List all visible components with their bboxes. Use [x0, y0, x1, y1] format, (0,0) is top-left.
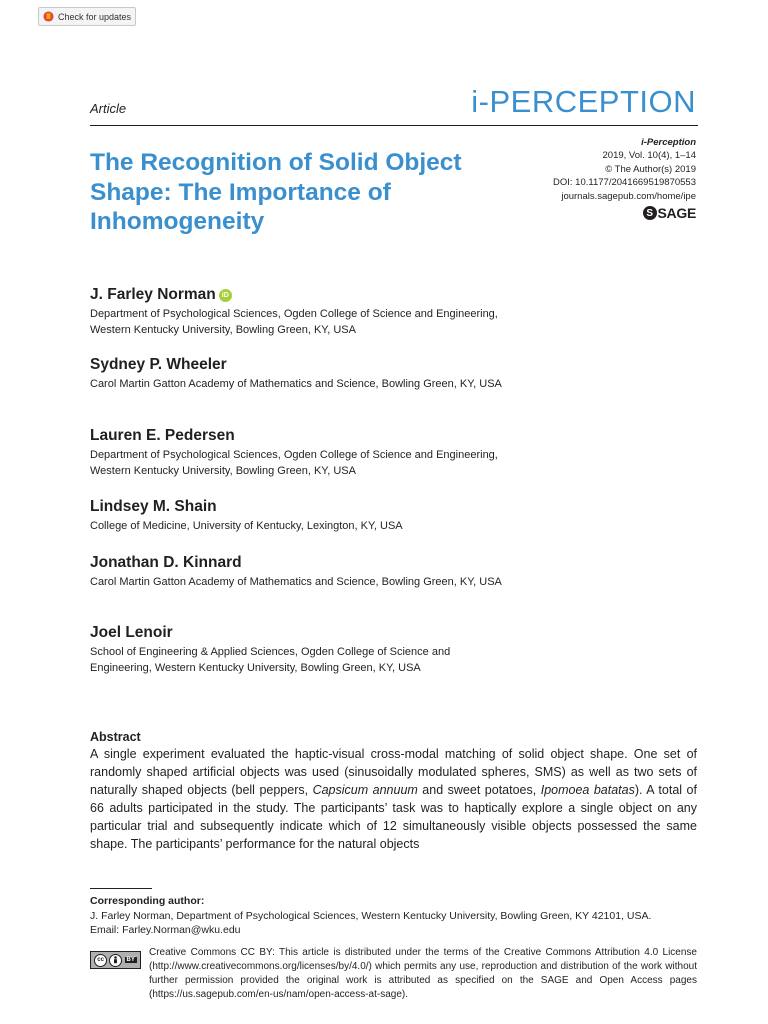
corresponding-author-address: J. Farley Norman, Department of Psychological Sciences, Western Kentucky University, Bowling Green, KY 42101, USA.	[90, 910, 652, 922]
author-affiliation: Carol Martin Gatton Academy of Mathematics and Science, Bowling Green, KY, USA	[90, 378, 502, 390]
author-affiliation: School of Engineering & Applied Sciences, Ogden College of Science and Engineering, Western Kentucky University, Bowling Green, KY, USA	[90, 646, 451, 674]
author-block	[90, 554, 510, 590]
author-block	[90, 498, 510, 534]
abstract-text: A single experiment evaluated the haptic-visual cross-modal matching of solid object shape. One set of randomly shaped artificial objects was used (sinusoidally modulated spheres, SMS) as well as two sets of naturally shaped objects (bell peppers,	[90, 747, 697, 797]
meta-copyright: © The Author(s) 2019	[605, 163, 696, 175]
sage-mark-icon: S	[643, 206, 657, 220]
author-block	[90, 286, 510, 338]
publication-meta	[553, 136, 696, 203]
author-affiliation: Carol Martin Gatton Academy of Mathematics and Science, Bowling Green, KY, USA	[90, 576, 502, 588]
check-for-updates-button[interactable]	[38, 7, 136, 26]
meta-volume: 2019, Vol. 10(4), 1–14	[602, 150, 696, 162]
corresponding-author-heading: Corresponding author:	[90, 895, 205, 907]
footnote-divider	[90, 888, 152, 889]
author-affiliation: College of Medicine, University of Kentucky, Lexington, KY, USA	[90, 520, 403, 532]
meta-journal-name: i-Perception	[641, 137, 696, 148]
author-name: Lauren E. Pedersen	[90, 427, 235, 444]
author-name: Lindsey M. Shain	[90, 498, 217, 515]
abstract-italic-term: Capsicum annuum	[312, 783, 418, 797]
journal-logo: i-PERCEPTION	[471, 84, 696, 119]
check-updates-icon	[43, 11, 54, 22]
abstract-italic-term: Ipomoea batatas	[540, 783, 635, 797]
author-name	[90, 286, 510, 304]
abstract-body	[90, 745, 697, 853]
meta-doi[interactable]: DOI: 10.1177/2041669519870553	[553, 177, 696, 189]
attribution-person-icon	[109, 954, 122, 967]
author-block	[90, 624, 510, 676]
author-name: Sydney P. Wheeler	[90, 356, 227, 373]
abstract-text: and sweet potatoes,	[417, 783, 541, 797]
corresponding-author-email[interactable]: Email: Farley.Norman@wku.edu	[90, 924, 241, 936]
license-statement: Creative Commons CC BY: This article is distributed under the terms of the Creative Commons Attribution 4.0 License (http://www.creativecommons.org/licenses/by/4.0/) which permits any use, reproduction and distribution of the work without further permission provided the original work is attributed as specified on the SAGE and Open Access pages (https://us.sagepub.com/en-us/nam/open-access-at-sage).	[149, 947, 697, 1000]
meta-journal-url[interactable]: journals.sagepub.com/home/ipe	[561, 190, 696, 202]
abstract-text: ). A total of 66 adults participated in the study. The participants’ task was to haptically explore a single object on any particular trial and subsequently indicate which of 12 simultaneously visible objects possessed the same shape. The participants’ performance for the natural objects	[90, 783, 697, 851]
article-title: The Recognition of Solid Object Shape: The Importance of Inhomogeneity	[90, 149, 462, 235]
author-name: Jonathan D. Kinnard	[90, 554, 242, 571]
cc-by-license-badge[interactable]	[90, 951, 141, 969]
abstract-heading: Abstract	[90, 730, 141, 744]
orcid-icon[interactable]: iD	[219, 289, 232, 302]
creative-commons-icon: cc	[94, 954, 107, 967]
by-label: BY	[126, 957, 135, 963]
article-type-label: Article	[90, 101, 127, 116]
author-block	[90, 356, 510, 392]
check-updates-label: Check for updates	[58, 11, 132, 22]
author-affiliation: Department of Psychological Sciences, Ogden College of Science and Engineering, Western Kentucky University, Bowling Green, KY, USA	[90, 449, 498, 477]
author-affiliation: Department of Psychological Sciences, Ogden College of Science and Engineering, Western Kentucky University, Bowling Green, KY, USA	[90, 308, 498, 336]
corresponding-author-details	[90, 909, 700, 937]
sage-logo-text: SAGE	[657, 205, 696, 221]
sage-logo	[643, 205, 696, 221]
author-block	[90, 427, 510, 479]
header-divider	[90, 125, 698, 126]
author-name: Joel Lenoir	[90, 624, 173, 641]
author-name-text: J. Farley Norman	[90, 286, 216, 303]
